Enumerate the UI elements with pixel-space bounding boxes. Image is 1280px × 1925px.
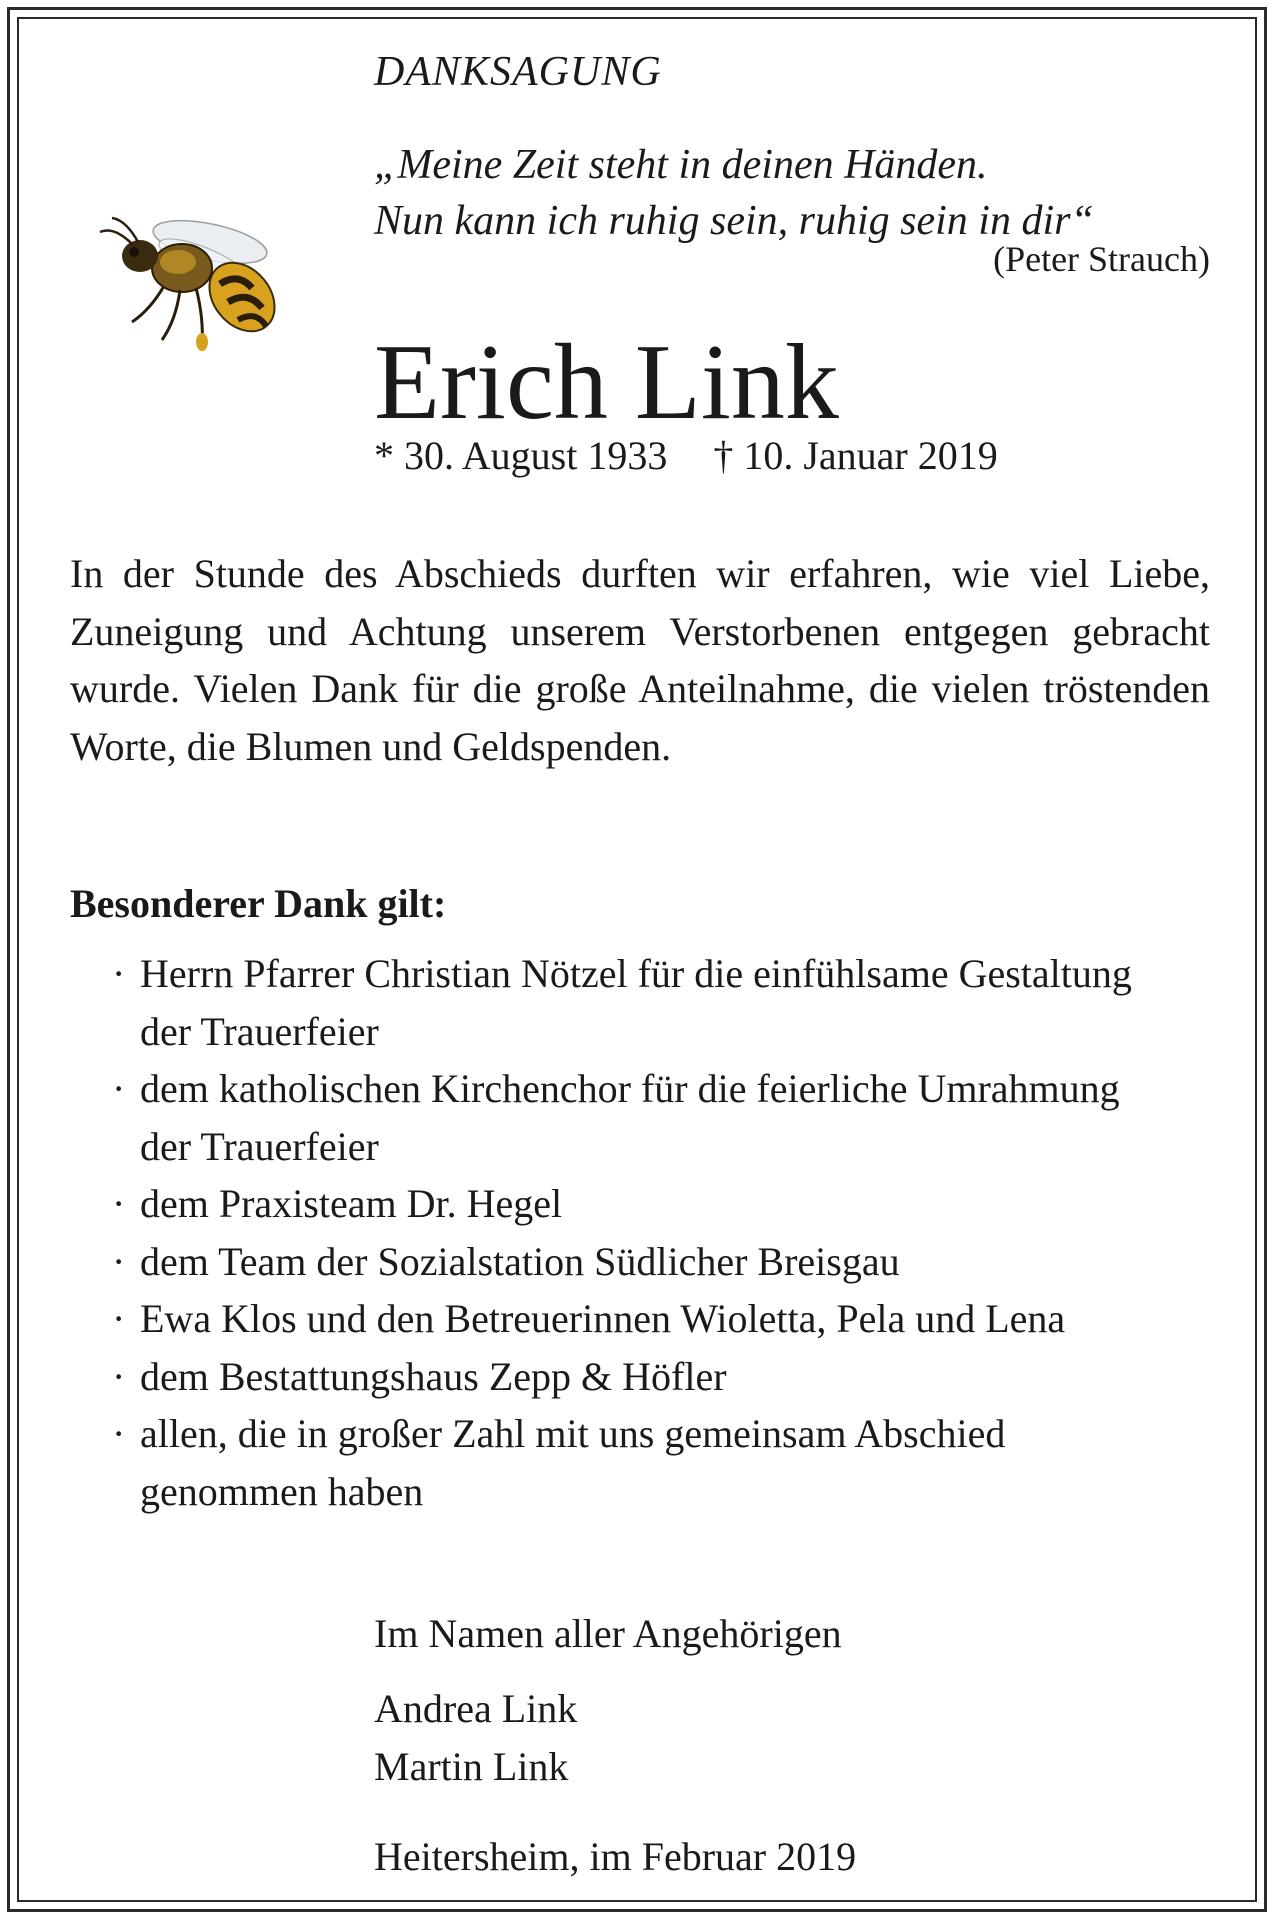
thanks-item: · dem katholischen Kirchenchor für die feierliche Umrahmung der Trauerfeier <box>112 1060 1172 1175</box>
notice-title: DANKSAGUNG <box>374 49 662 95</box>
quote-author: (Peter Strauch) <box>993 239 1210 279</box>
thanks-item: · dem Bestattungshaus Zepp & Höfler <box>112 1348 1172 1406</box>
thanks-item: · allen, die in großer Zahl mit uns gemeinsam Abschied genommen haben <box>112 1405 1172 1520</box>
thanks-body-text: In der Stunde des Abschieds durften wir erfahren, wie viel Liebe, Zuneigung und Achtung unserem Verstorbenen entgegen gebracht wurde. Vielen Dank für die große Anteilnahme, die vielen tröstenden Worte, die Blumen und Geldspenden. <box>70 551 1210 769</box>
thanks-item: · dem Praxisteam Dr. Hegel <box>112 1175 1172 1233</box>
signatures <box>374 1680 577 1795</box>
signature-name: Andrea Link <box>374 1686 578 1731</box>
thanks-list <box>112 945 1172 1520</box>
signature-name: Martin Link <box>374 1743 569 1789</box>
place-date: Heitersheim, im Februar 2019 <box>374 1834 857 1879</box>
bee-icon <box>92 202 304 362</box>
death-date: † 10. Januar 2019 <box>713 433 998 478</box>
deceased-name: Erich Link <box>374 323 839 442</box>
closing-line: Im Namen aller Angehörigen <box>374 1611 842 1656</box>
birth-date: * 30. August 1933 <box>374 433 668 478</box>
thanks-item: · Herrn Pfarrer Christian Nötzel für die einfühlsame Gestaltung der Trauerfeier <box>112 945 1172 1060</box>
quote-line: Nun kann ich ruhig sein, ruhig sein in dir“ <box>374 198 1094 244</box>
thanks-heading: Besonderer Dank gilt: <box>70 881 447 926</box>
life-dates <box>374 432 998 479</box>
quote-line: „Meine Zeit steht in deinen Händen. <box>374 142 988 188</box>
thanks-item: · dem Team der Sozialstation Südlicher Breisgau <box>112 1233 1172 1291</box>
thanks-item: · Ewa Klos und den Betreuerinnen Wioletta, Pela und Lena <box>112 1290 1172 1348</box>
quote <box>374 137 1094 249</box>
